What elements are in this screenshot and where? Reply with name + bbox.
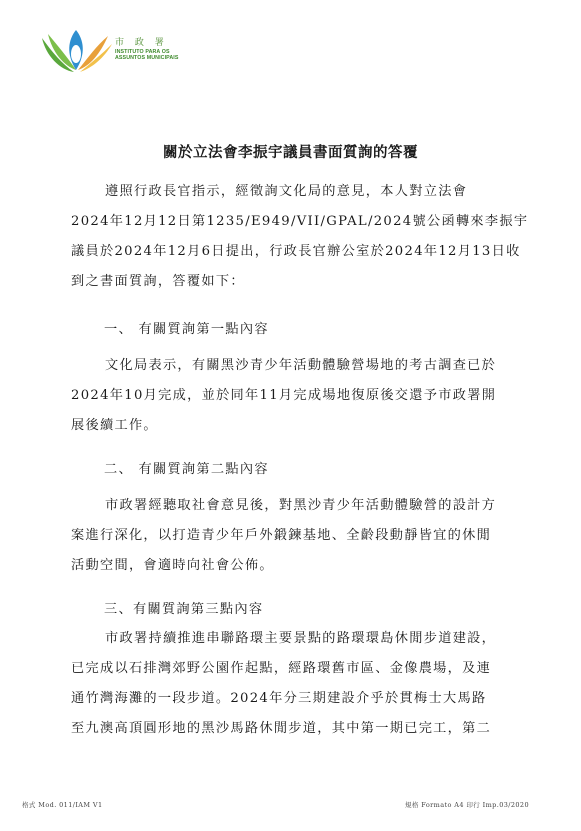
section-1-line: 展後續工作。 [71,418,158,433]
section-1-line: 文化局表示，有關黑沙青少年活動體驗營場地的考古調查已於 [105,358,497,373]
intro-line: 2024年12月12日第1235/E949/VII/GPAL/2024號公函轉來李振宇 [71,214,529,229]
section-3-paragraph [71,624,541,744]
section-3-line: 市政署持續推進串聯路環主要景點的路環環島休閒步道建設， [105,631,497,646]
section-1-line: 2024年10月完成，並於同年11月完成場地復原後交還予市政署開 [71,388,497,403]
document-title: 關於立法會李振宇議員書面質詢的答覆 [163,145,418,161]
section-1-heading: 一、 有關質詢第一點內容 [104,322,269,337]
section-3-line: 已完成以石排灣郊野公園作起點，經路環舊市區、金像農場，及連 [71,661,492,676]
intro-line: 遵照行政長官指示，經徵詢文化局的意見，本人對立法會 [105,184,468,199]
footer-format-code: 規格 Formato A4 印行 Imp.03/2020 [405,801,529,809]
logo-portuguese-name-2: ASSUNTOS MUNICIPAIS [115,55,179,61]
logo-portuguese-name-1: INSTITUTO PARA OS [115,49,170,55]
intro-line: 議員於2024年12月6日提出，行政長官辦公室於2024年12月13日收 [71,244,521,259]
intro-paragraph [71,177,541,297]
section-2-line: 市政署經聽取社會意見後，對黑沙青少年活動體驗營的設計方 [105,498,497,513]
logo-text [115,38,179,61]
logo-chinese-name: 市 政 署 [115,38,168,48]
section-2-heading: 二、 有關質詢第二點內容 [104,462,269,477]
section-3-line: 通竹灣海灘的一段步道。2024年分三期建設介乎於貫梅士大馬路 [71,691,487,706]
section-3-heading: 三、有關質詢第三點內容 [104,602,264,617]
footer-form-code: 格式 Mod. 011/IAM V1 [22,801,103,809]
section-3-line: 至九澳高頂圓形地的黑沙馬路休閒步道，其中第一期已完工，第二 [71,721,492,736]
section-2-line: 案進行深化，以打造青少年戶外鍛鍊基地、全齡段動靜皆宜的休閒 [71,528,492,543]
intro-line: 到之書面質詢，答覆如下： [71,274,245,289]
iam-emblem-icon [38,26,114,76]
section-1-paragraph [71,351,541,441]
section-2-line: 活動空間，會適時向社會公佈。 [71,558,274,573]
section-2-paragraph [71,491,541,581]
iam-logo [38,26,178,76]
